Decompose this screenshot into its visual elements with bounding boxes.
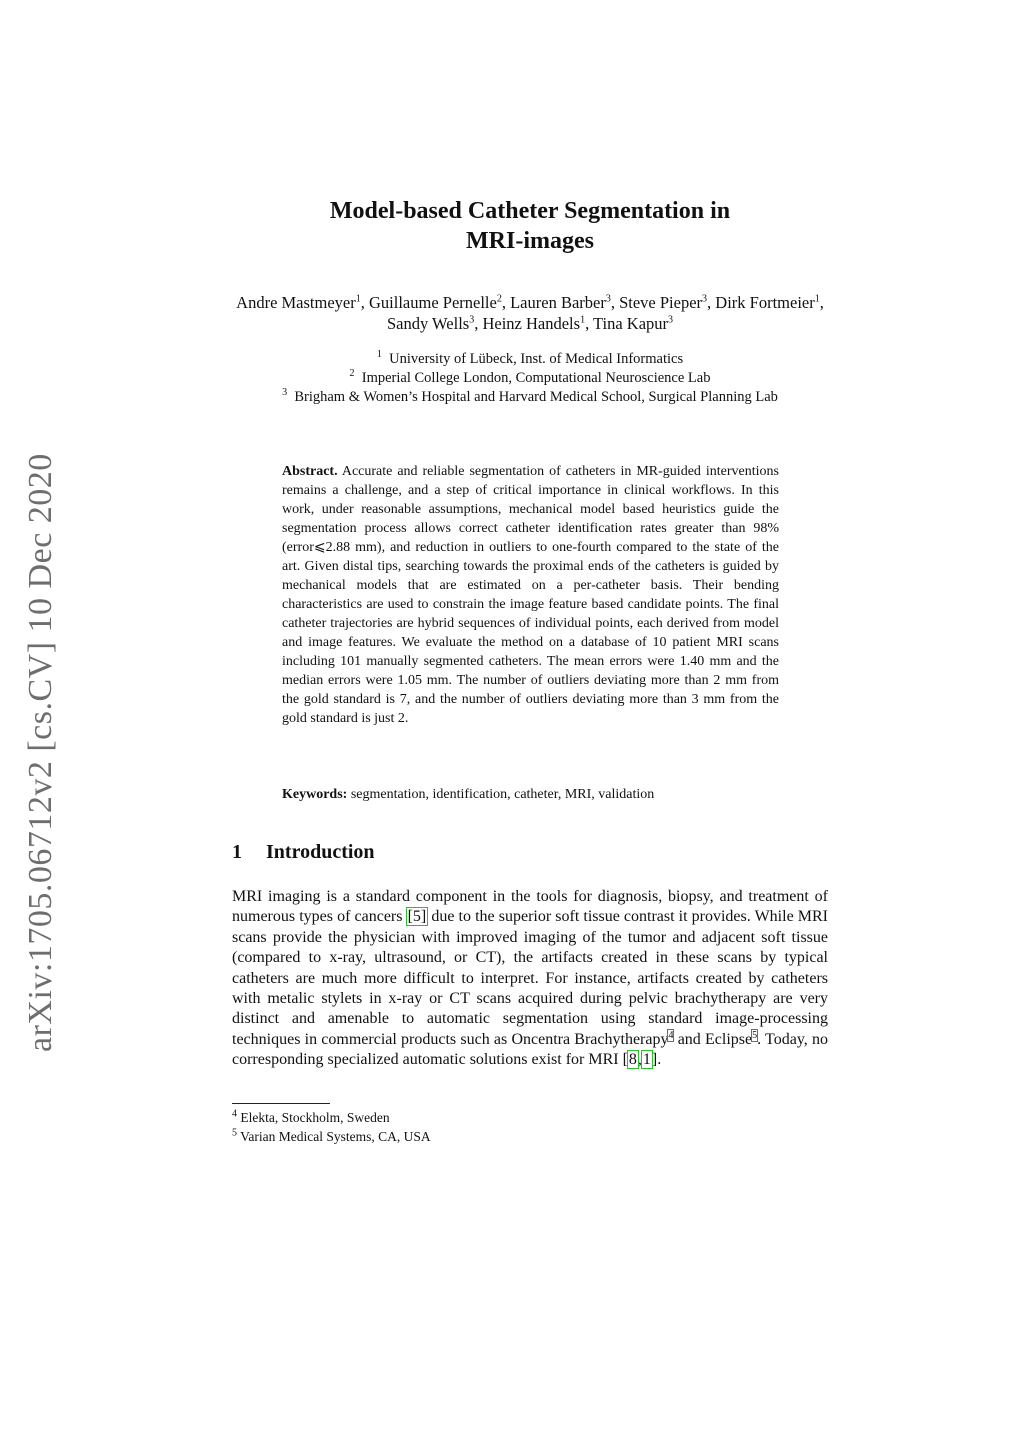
affiliation xyxy=(200,388,860,407)
section-heading xyxy=(232,840,375,864)
paragraph-text: . Today, no corresponding specialized automatic solutions exist for MRI xyxy=(232,1030,828,1069)
affiliation-list xyxy=(200,350,860,407)
affiliation-number: 3 xyxy=(282,387,288,399)
affiliation-number: 1 xyxy=(376,349,382,361)
author-affiliation-mark: 3 xyxy=(668,314,674,326)
footnote-link[interactable]: 4 xyxy=(668,1029,674,1041)
affiliation xyxy=(200,350,860,369)
footnote-rule xyxy=(232,1103,330,1104)
author: Steve Pieper xyxy=(619,293,703,312)
paragraph-text: . xyxy=(657,1051,662,1069)
title-line-1: Model-based Catheter Segmentation in xyxy=(329,198,731,224)
author: Dirk Fortmeier xyxy=(715,293,815,312)
footnote-number: 5 xyxy=(232,1127,237,1139)
affiliation-text: Brigham & Women’s Hospital and Harvard Medical School, Surgical Planning Lab xyxy=(294,389,778,405)
author: Tina Kapur xyxy=(593,314,669,333)
affiliation-text: Imperial College London, Computational Neuroscience Lab xyxy=(361,370,711,386)
abstract-text: Accurate and reliable segmentation of catheters in MR-guided interventions remains a challenge, and a step of critical importance in clinical workflows. In this work, under reasonable assumptions, mechanical model based heuristics guide the segmentation process allows correct catheter identification rates greater than 98% (error⩽2.88 mm), and reduction in outliers to one-fourth compared to the state of the art. Given distal tips, searching towards the proximal ends of the catheters is guided by mechanical models that are estimated on a per-catheter basis. Their bending characteristics are used to constrain the image feature based candidate points. The final catheter trajectories are hybrid sequences of individual points, each derived from model and image features. We evaluate the method on a database of 10 patient MRI scans including 101 manually segmented catheters. The mean errors were 1.40 mm and the median errors were 1.05 mm. The number of outliers deviating more than 2 mm from the gold standard is 7, and the number of outliers deviating more than 3 mm from the gold standard is just 2. xyxy=(282,464,779,726)
paragraph-text: and Eclipse xyxy=(673,1030,753,1048)
abstract-label: Abstract. xyxy=(282,464,338,479)
author-affiliation-mark: 3 xyxy=(702,293,708,305)
footnote xyxy=(232,1108,431,1127)
author: Sandy Wells xyxy=(386,314,470,333)
author-affiliation-mark: 1 xyxy=(814,293,820,305)
affiliation xyxy=(200,369,860,388)
affiliation-text: University of Lübeck, Inst. of Medical Informatics xyxy=(389,351,684,367)
footnotes xyxy=(232,1108,431,1146)
author-affiliation-mark: 2 xyxy=(496,293,502,305)
footnote-number: 4 xyxy=(232,1108,237,1120)
affiliation-number: 2 xyxy=(349,368,355,380)
paragraph-text: MRI imaging is a standard component in the tools for diagnosis, biopsy, and treatment of numerous types of cancers xyxy=(232,888,828,926)
footnote-text: Elekta, Stockholm, Sweden xyxy=(240,1110,390,1125)
author: Andre Mastmeyer xyxy=(236,293,356,312)
arxiv-identifier: arXiv:1705.06712v2 [cs.CV] 10 Dec 2020 xyxy=(22,453,59,1052)
keywords xyxy=(282,785,779,804)
paper-title xyxy=(230,196,830,256)
author-list: Andre Mastmeyer$^1$, Guillaume Pernelle$^2$, Lauren Barber$^3$, Steve Pieper$^3$, Dirk Fortmeier$^1$, Sandy Wells$^3$, Heinz Handels$^1$, Tina Kapur$^3$ xyxy=(236,293,824,333)
author: Guillaume Pernelle xyxy=(369,293,497,312)
footnote xyxy=(232,1127,431,1146)
introduction-paragraph: MRI imaging is a standard component in the tools for diagnosis, biopsy, and treatment of numerous types of cancers [5] due to the superior soft tissue contrast it provides. While MRI scans provide the physician with improved imaging of the tumor and adjacent soft tissue (compared to x-ray, ultrasound, or CT), the artifacts created in these scans by typical catheters are much more difficult to interpret. For instance, artifacts created by catheters with metalic stylets in x-ray or CT scans acquired during pelvic brachytherapy are very distinct and amenable to automatic segmentation using standard image-processing techniques in commercial products such as Oncentra Brachytherapy$^4$ and Eclipse$^5$. Today, no corresponding specialized automatic solutions exist for MRI [8,1]. xyxy=(232,888,828,1069)
abstract xyxy=(282,462,779,728)
keywords-text: segmentation, identification, catheter, MRI, validation xyxy=(350,787,655,802)
footnote-text: Varian Medical Systems, CA, USA xyxy=(240,1129,431,1144)
section-title: Introduction xyxy=(266,841,375,863)
author-affiliation-mark: 1 xyxy=(580,314,586,326)
author-affiliation-mark: 3 xyxy=(469,314,475,326)
paragraph-text: due to the superior soft tissue contrast it provides. While MRI scans provide the physician with improved imaging of the tumor and adjacent soft tissue (compared to x-ray, ultrasound, or CT), the artifacts created in these scans by typical catheters are much more difficult to interpret. For instance, artifacts created by catheters with metalic stylets in x-ray or CT scans acquired during pelvic brachytherapy are very distinct and amenable to automatic segmentation using standard image-processing techniques in commercial products such as Oncentra Brachytherapy xyxy=(232,908,828,1048)
title-line-2: MRI-images xyxy=(466,228,594,254)
citation-link[interactable]: 8 xyxy=(628,1051,637,1069)
citation-link[interactable]: 1 xyxy=(642,1051,651,1069)
section-number: 1 xyxy=(232,841,242,863)
footnote-link[interactable]: 5 xyxy=(752,1029,758,1041)
author: Heinz Handels xyxy=(482,314,581,333)
citation-link[interactable]: [5] xyxy=(407,908,427,926)
author-affiliation-mark: 1 xyxy=(355,293,361,305)
keywords-label: Keywords: xyxy=(282,787,348,802)
author-affiliation-mark: 3 xyxy=(605,293,611,305)
author: Lauren Barber xyxy=(510,293,606,312)
